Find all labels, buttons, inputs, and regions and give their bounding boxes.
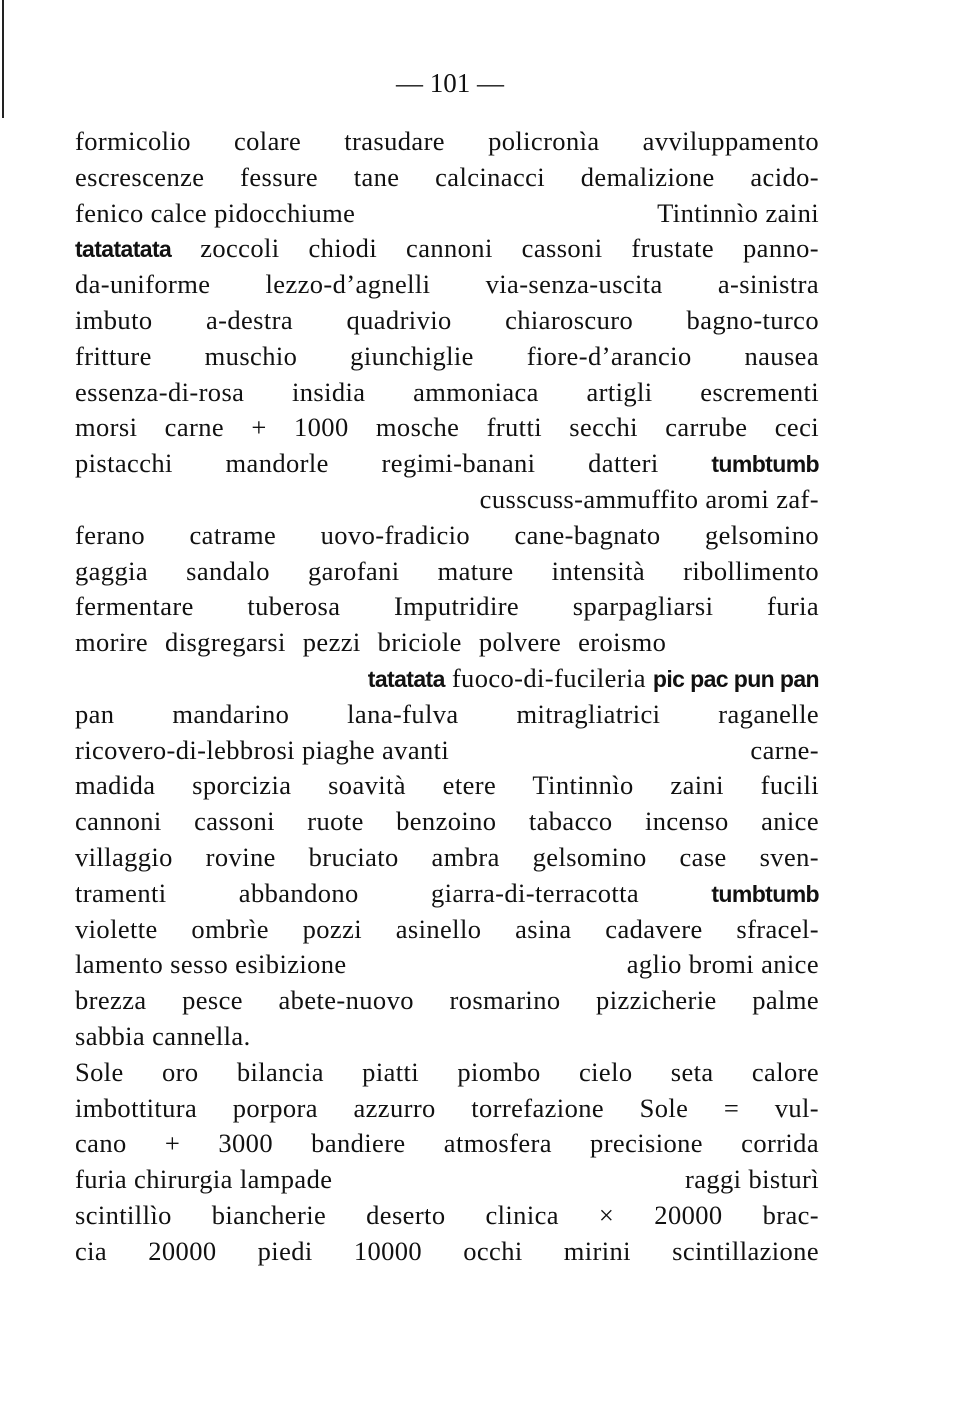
text-line — [75, 661, 819, 697]
text-run: da-uniforme lezzo-d’agnelli via-senza-uscita a-sinistra — [75, 269, 819, 300]
text-run: madida sporcizia soavità etere Tintinnìo zaini fucili — [75, 770, 819, 801]
onomatopoeia-bold: tatatatata — [75, 236, 172, 263]
line-right-group — [685, 1162, 819, 1198]
text-run: fuoco-di-fucileria — [444, 662, 653, 693]
text-line — [75, 410, 819, 446]
text-run: zoccoli chiodi cannoni cassoni frustate panno- — [171, 233, 819, 264]
text-line — [75, 482, 819, 518]
text-run: furia chirurgia lampade — [75, 1164, 333, 1195]
text-run: essenza-di-rosa insidia ammoniaca artigli escrementi — [75, 376, 819, 407]
text-run: morsi carne + 1000 mosche frutti secchi carrube ceci — [75, 412, 819, 443]
line-left-group — [75, 733, 449, 769]
text-line — [75, 375, 819, 411]
text-line — [75, 303, 819, 339]
page-number: — 101 — — [396, 68, 504, 98]
text-run: cia 20000 piedi 10000 occhi mirini scintillazione — [75, 1235, 819, 1266]
onomatopoeia-bold: tatatata — [367, 665, 445, 692]
text-run: brezza pesce abete-nuovo rosmarino pizzicherie palme — [75, 985, 819, 1016]
text-line — [75, 876, 819, 912]
text-line — [75, 804, 819, 840]
text-run: imbottitura porpora azzurro torrefazione Sole = vul- — [75, 1092, 819, 1123]
text-run: cannoni cassoni ruote benzoino tabacco incenso anice — [75, 806, 819, 837]
text-run: raggi bisturì — [685, 1164, 819, 1195]
text-line — [75, 518, 819, 554]
text-run: fritture muschio giunchiglie fiore-d’arancio nausea — [75, 340, 819, 371]
text-line — [75, 983, 819, 1019]
text-run: violette ombrìe pozzi asinello asina cadavere sfracel- — [75, 913, 819, 944]
text-line — [75, 339, 819, 375]
text-run: villaggio rovine bruciato ambra gelsomino case sven- — [75, 841, 819, 872]
text-line — [75, 912, 819, 948]
text-run: ricovero-di-lebbrosi piaghe avanti — [75, 734, 450, 765]
text-line — [75, 840, 819, 876]
text-run: Tintinnìo zaini — [657, 197, 819, 228]
text-run: fermentare tuberosa Imputridire sparpagliarsi furia — [75, 591, 819, 622]
line-left-group — [75, 1162, 332, 1198]
text-run: sabbia cannella. — [75, 1020, 251, 1051]
text-line — [75, 768, 819, 804]
text-line — [75, 1198, 819, 1234]
line-right-group — [657, 196, 819, 232]
text-run: imbuto a-destra quadrivio chiaroscuro bagno-turco — [75, 304, 819, 335]
text-run: gaggia sandalo garofani mature intensità ribollimento — [75, 555, 819, 586]
text-run: pistacchi mandorle regimi-banani datteri — [75, 448, 712, 479]
text-line — [75, 1234, 819, 1270]
onomatopoeia-bold: tumbtumb — [711, 451, 819, 478]
text-run: formicolio colare trasudare policronìa avviluppamento — [75, 126, 819, 156]
text-line — [75, 733, 819, 769]
line-left-group — [75, 947, 347, 983]
text-line — [75, 196, 819, 232]
line-right-group — [627, 947, 819, 983]
text-line — [75, 1055, 819, 1091]
text-run: scintillìo biancherie deserto clinica × 20000 brac- — [75, 1199, 819, 1230]
text-run: escrescenze fessure tane calcinacci demalizione acido- — [75, 161, 819, 192]
text-line — [75, 267, 819, 303]
text-run: cano + 3000 bandiere atmosfera precisione corrida — [75, 1128, 819, 1159]
text-line — [75, 697, 819, 733]
page-edge-line — [2, 0, 4, 118]
text-line — [75, 1019, 819, 1055]
text-line — [75, 554, 819, 590]
text-run: cusscuss-ammuffito aromi zaf- — [479, 483, 819, 514]
text-line — [75, 160, 819, 196]
text-line — [75, 1091, 819, 1127]
text-line — [75, 231, 819, 267]
text-run: ferano catrame uovo-fradicio cane-bagnato gelsomino — [75, 519, 819, 550]
page-body-text — [75, 124, 819, 1270]
text-line — [75, 124, 819, 160]
text-run: fenico calce pidocchiume — [75, 197, 356, 228]
onomatopoeia-bold: pic pac pun pan — [652, 665, 819, 692]
text-run: aglio bromi anice — [626, 949, 819, 980]
text-line — [75, 947, 819, 983]
text-line — [75, 1126, 819, 1162]
text-line — [75, 446, 819, 482]
line-left-group — [75, 196, 355, 232]
line-right-group — [750, 733, 819, 769]
text-run: pan mandarino lana-fulva mitragliatrici raganelle — [75, 698, 819, 729]
text-run: lamento sesso esibizione — [75, 949, 347, 980]
text-run: carne- — [750, 734, 819, 765]
text-run: tramenti abbandono giarra-di-terracotta — [75, 877, 712, 908]
text-line — [75, 625, 819, 661]
text-line — [75, 1162, 819, 1198]
text-run: Sole oro bilancia piatti piombo cielo seta calore — [75, 1056, 819, 1087]
onomatopoeia-bold: tumbtumb — [711, 880, 819, 907]
text-line — [75, 589, 819, 625]
text-run: morire disgregarsi pezzi briciole polvere eroismo — [75, 627, 667, 658]
